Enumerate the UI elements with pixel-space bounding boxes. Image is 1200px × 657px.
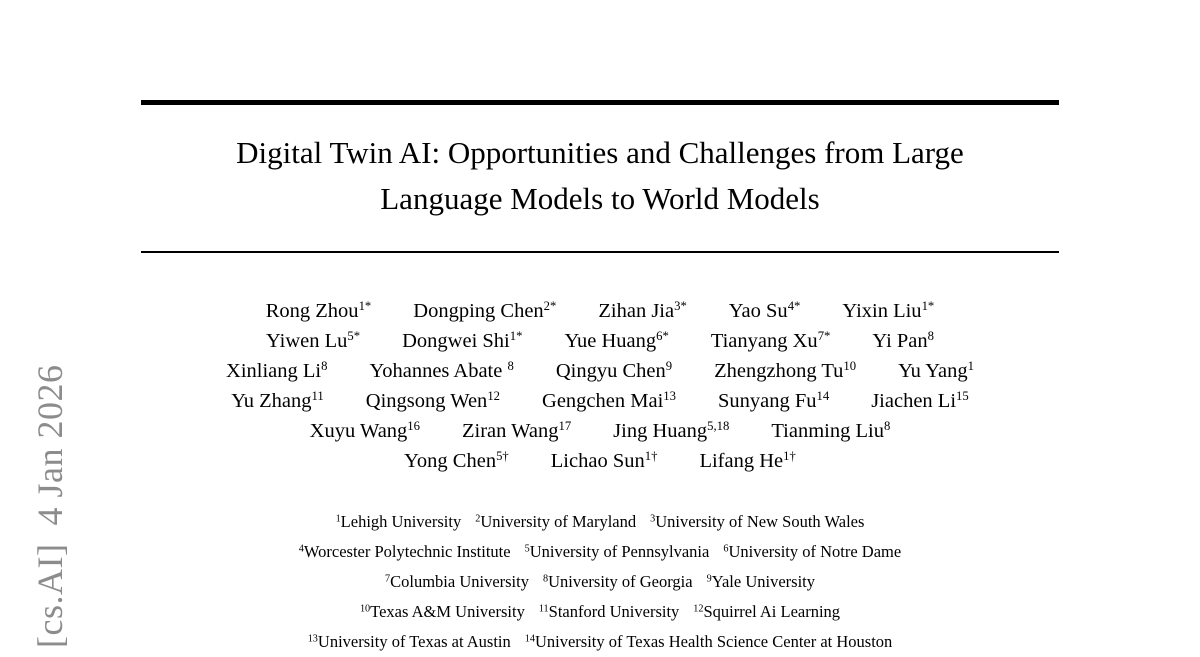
author: Zhengzhong Tu$^{10}$ [714, 359, 857, 382]
affiliation: $^4$Worcester Polytechnic Institute [298, 542, 511, 561]
author-list [141, 296, 1059, 476]
author: Zihan Jia$^{3*}$ [598, 299, 687, 322]
affiliation: $^{12}$Squirrel Ai Learning [693, 602, 841, 621]
author: Qingyu Chen$^9$ [555, 359, 673, 382]
affiliation: $^{14}$University of Texas Health Science Center at Houston [524, 632, 893, 651]
affiliation: $^6$University of Notre Dame [723, 542, 902, 561]
affiliation: $^9$Yale University [706, 572, 815, 591]
author: Lifang $He^{1\dagger}$ [699, 449, 796, 472]
author: Xuyu Wang$^{16}$ [309, 419, 420, 442]
title-bottom-rule [141, 251, 1059, 253]
author-row [141, 446, 1059, 476]
author: Yiwen $Lu^{5*}$ [265, 329, 361, 352]
author: Tianming Liu$^8$ [771, 419, 891, 442]
author: Qingsong Wen$^{12}$ [365, 389, 501, 412]
affiliation-row [141, 537, 1059, 567]
affiliation: $^8$University of Georgia [542, 572, 693, 591]
author: Jing Huang$^{5,18}$ [613, 419, 730, 442]
author: Yu Zhang$^{11}$ [231, 389, 324, 412]
author: Yong Chen$^{5\dagger}$ [404, 449, 509, 472]
author-row [121, 356, 1079, 386]
author: Yi Pan$^8$ [872, 329, 934, 352]
author-row [141, 416, 1059, 446]
paper-title-line-2: Language Models to World Models [380, 181, 820, 216]
affiliation-row [141, 507, 1059, 537]
author: Yue Huang$^{6*}$ [564, 329, 669, 352]
author-row [141, 296, 1059, 326]
author: Yixin Liu$^{1*}$ [842, 299, 935, 322]
author: Ziran Wang$^{17}$ [462, 419, 572, 442]
title-top-rule [141, 100, 1059, 105]
arxiv-category: [cs.AI] [30, 543, 70, 648]
author: Gengchen Mai$^{13}$ [542, 389, 676, 412]
author: Tianyang $Xu^{7*}$ [710, 329, 831, 352]
author: Dongping Chen$^{2*}$ [413, 299, 557, 322]
paper-title-line-1: Digital Twin AI: Opportunities and Challenges from Large [236, 135, 964, 170]
affiliation-row [141, 567, 1059, 597]
author: Yu Yang$^1$ [898, 359, 974, 382]
author: Dongwei Shi$^{1*}$ [402, 329, 523, 352]
affiliation: $^3$University of New South Wales [650, 512, 865, 531]
affiliation: $^7$Columbia University [385, 572, 529, 591]
affiliation-row [141, 627, 1059, 657]
affiliation: $^{10}$Texas A&M University [359, 602, 525, 621]
affiliation: $^{13}$University of Texas at Austin [307, 632, 511, 651]
affiliation: $^1$Lehigh University [335, 512, 462, 531]
author: Lichao Sun$^{1\dagger}$ [550, 449, 658, 472]
author: Sunyang Fu$^{14}$ [717, 389, 830, 412]
affiliation-list [141, 507, 1059, 657]
affiliation: $^2$University of Maryland [475, 512, 637, 531]
author: Yohannes Abate $^8$ [369, 359, 514, 382]
affiliation: $^5$University of Pennsylvania [524, 542, 710, 561]
arxiv-side-stamp [30, 365, 70, 648]
paper-title [141, 130, 1059, 222]
arxiv-date: 4 Jan 2026 [30, 364, 70, 526]
author: Jiachen Li$^{15}$ [871, 389, 969, 412]
author: Xinliang Li$^8$ [226, 359, 328, 382]
author: Yao $Su^{4*}$ [728, 299, 801, 322]
affiliation: $^{11}$Stanford University [538, 602, 680, 621]
author: Rong Zhou$^{1*}$ [265, 299, 372, 322]
affiliation-row [141, 597, 1059, 627]
author-row [141, 326, 1059, 356]
author-row [121, 386, 1079, 416]
